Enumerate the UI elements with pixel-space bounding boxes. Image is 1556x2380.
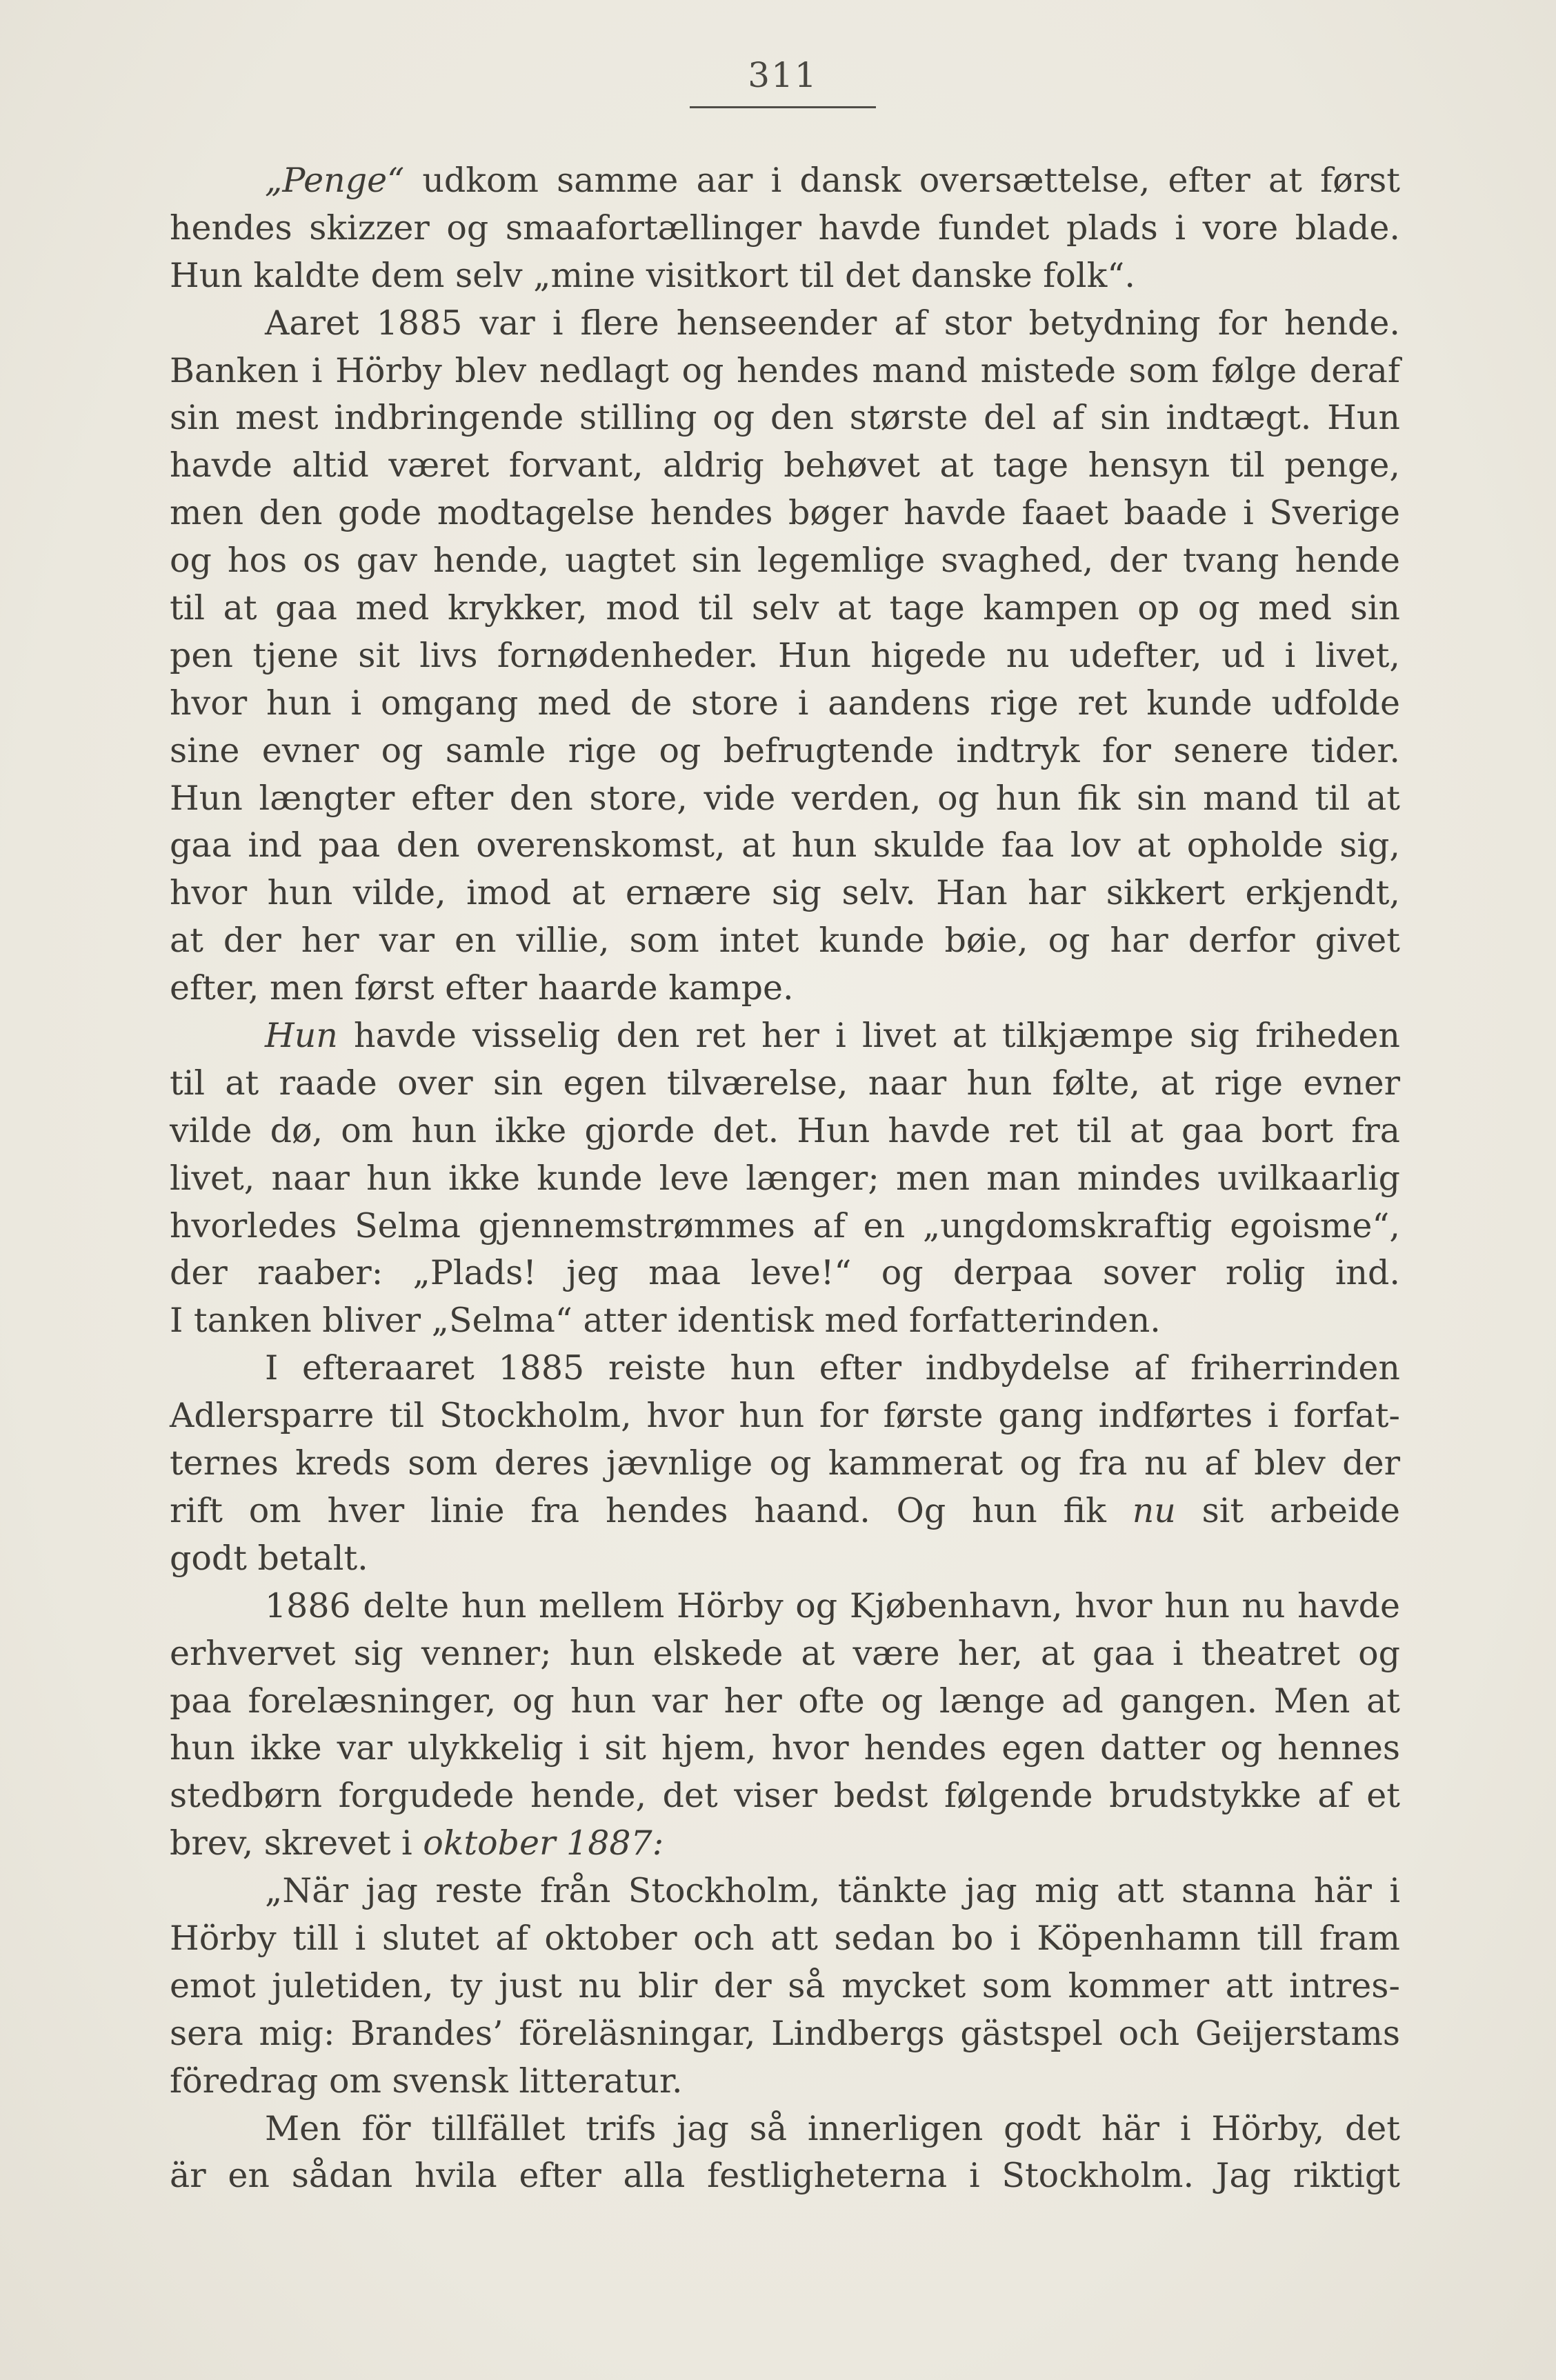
text-run: Men för tillfället trifs jag så innerligen godt här i Hörby, det [265,2108,1400,2148]
text-line [170,728,1400,775]
text-run: är en sådan hvila efter alla festligheterna i Stockholm. Jag riktigt [170,2156,1400,2196]
text-line [170,1868,1400,1915]
body-text [170,157,1400,2200]
text-line [170,632,1400,680]
italic-text-run: nu [1132,1490,1176,1530]
text-run: hun ikke var ulykkelig i sit hjem, hvor hendes egen datter og hennes [170,1728,1400,1768]
text-run: I efteraaret 1885 reiste hun efter indbydelse af friherrinden [265,1348,1400,1388]
text-run: föredrag om svensk litteratur. [170,2061,683,2101]
text-line [170,300,1400,348]
text-run: Banken i Hörby blev nedlagt og hendes mand mistede som følge deraf [170,350,1400,390]
text-run: rift om hver linie fra hendes haand. Og hun fik [170,1490,1133,1530]
text-line [170,490,1400,537]
text-line [170,775,1400,823]
text-run: og hos os gav hende, uagtet sin legemlige svaghed, der tvang hende [170,541,1400,581]
text-run: sit arbeide [1175,1490,1400,1530]
text-run: havde visselig den ret her i livet at tilkjæmpe sig friheden [337,1016,1400,1056]
text-line [170,870,1400,917]
text-run: sera mig: Brandes’ föreläsningar, Lindbergs gästspel och Geijerstams [170,2013,1400,2053]
text-run: emot juletiden, ty just nu blir der så mycket som kommer att intres- [170,1966,1400,2006]
text-line [170,1108,1400,1155]
page-number: 311 [748,55,818,95]
text-run: der raaber: „Plads! jeg maa leve!“ og derpaa sover rolig ind. [170,1253,1400,1293]
text-line [170,1060,1400,1108]
text-line [170,394,1400,442]
text-line [170,442,1400,490]
text-run: „När jag reste från Stockholm, tänkte jag mig att stanna här i [265,1871,1400,1911]
text-run: sin mest indbringende stilling og den største del af sin indtægt. Hun [170,398,1400,438]
text-run: brev, skrevet i [170,1823,423,1863]
text-run: Hun længter efter den store, vide verden, og hun fik sin mand til at [170,778,1400,818]
text-run: udkom samme aar i dansk oversættelse, efter at først [404,161,1400,200]
italic-text-run: oktober 1887: [423,1823,664,1863]
text-line [170,1012,1400,1060]
text-run: havde altid været forvant, aldrig behøvet at tage hensyn til penge, [170,446,1400,486]
text-line [170,680,1400,728]
text-line [170,1155,1400,1203]
text-line [170,1963,1400,2010]
text-run: til at raade over sin egen tilværelse, naar hun følte, at rige evner [170,1063,1400,1103]
text-line [170,205,1400,252]
text-line [170,252,1400,300]
text-line [170,2106,1400,2153]
text-line [170,2010,1400,2058]
italic-text-run: „Penge“ [265,161,405,200]
text-run: Hörby till i slutet af oktober och att sedan bo i Köpenhamn till fram [170,1918,1400,1958]
text-run: pen tjene sit livs fornødenheder. Hun higede nu udefter, ud i livet, [170,635,1400,675]
text-line [170,1392,1400,1440]
text-run: Aaret 1885 var i flere henseender af stor betydning for hende. [265,303,1400,343]
text-line [170,585,1400,632]
text-line [170,1297,1400,1345]
text-line [170,822,1400,870]
text-run: stedbørn forgudede hende, det viser bedst følgende brudstykke af et [170,1776,1400,1816]
text-run: vilde dø, om hun ikke gjorde det. Hun havde ret til at gaa bort fra [170,1110,1400,1150]
text-line [170,348,1400,395]
text-run: I tanken bliver „Selma“ atter identisk med forfatterinden. [170,1301,1161,1341]
text-line [170,1535,1400,1583]
text-line [170,1678,1400,1726]
text-line [170,1820,1400,1868]
text-line [170,1203,1400,1250]
text-run: hvor hun vilde, imod at ernære sig selv. Han har sikkert erkjendt, [170,873,1400,913]
text-run: hvorledes Selma gjennemstrømmes af en „ungdomskraftig egoisme“, [170,1206,1400,1246]
text-run: efter, men først efter haarde kampe. [170,968,794,1008]
text-run: gaa ind paa den overenskomst, at hun skulde faa lov at opholde sig, [170,826,1400,866]
text-line [170,1630,1400,1678]
text-line [170,537,1400,585]
text-line [170,2058,1400,2106]
text-line [170,1725,1400,1772]
text-run: godt betalt. [170,1538,368,1578]
text-line [170,965,1400,1012]
text-line [170,157,1400,205]
text-run: hvor hun i omgang med de store i aandens rige ret kunde udfolde [170,683,1400,723]
text-run: 1886 delte hun mellem Hörby og Kjøbenhavn, hvor hun nu havde [265,1586,1400,1626]
text-line [170,1915,1400,1963]
text-line [170,1772,1400,1820]
text-run: at der her var en villie, som intet kunde bøie, og har derfor givet [170,921,1400,961]
text-run: livet, naar hun ikke kunde leve længer; men man mindes uvilkaarlig [170,1158,1400,1198]
text-run: Adlersparre til Stockholm, hvor hun for første gang indførtes i forfat- [170,1396,1400,1436]
text-line [170,1440,1400,1488]
text-line [170,1488,1400,1535]
text-line [170,1250,1400,1297]
text-line [170,2152,1400,2200]
text-run: sine evner og samle rige og befrugtende indtryk for senere tider. [170,730,1400,770]
text-run: til at gaa med krykker, mod til selv at tage kampen op og med sin [170,588,1400,628]
italic-text-run: Hun [265,1016,338,1056]
text-line [170,1345,1400,1392]
header-rule [690,106,876,108]
text-line [170,917,1400,965]
text-run: paa forelæsninger, og hun var her ofte og længe ad gangen. Men at [170,1681,1400,1721]
text-run: Hun kaldte dem selv „mine visitkort til det danske folk“. [170,255,1135,295]
text-run: erhvervet sig venner; hun elskede at være her, at gaa i theatret og [170,1633,1400,1673]
text-run: ternes kreds som deres jævnlige og kammerat og fra nu af blev der [170,1443,1400,1483]
text-run: men den gode modtagelse hendes bøger havde faaet baade i Sverige [170,493,1400,533]
text-run: hendes skizzer og smaafortællinger havde fundet plads i vore blade. [170,208,1400,248]
text-line [170,1583,1400,1630]
